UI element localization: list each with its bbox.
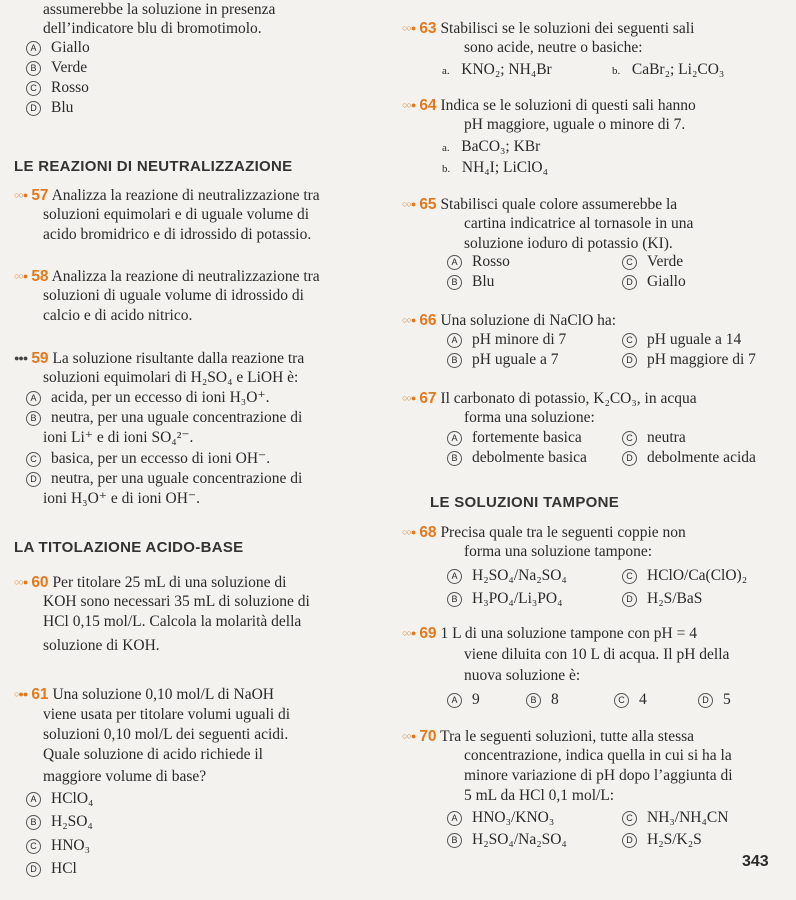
question-number: 61 [31,686,49,703]
option-letter-icon: A [447,811,462,826]
question-59: ●●● 59 La soluzione risultante dalla reazione tra [14,350,305,367]
option-letter-icon: B [26,411,41,426]
difficulty-dots-icon: ○●● [14,689,28,699]
answer-option[interactable]: C Verde [622,252,683,272]
option-letter-icon: A [447,333,462,348]
option-letter-icon: B [447,592,462,607]
answer-option[interactable]: D HCl [26,859,77,879]
answer-option[interactable]: D pH maggiore di 7 [622,350,756,370]
question-text: soluzione di KOH. [43,637,160,654]
option-letter-icon: D [26,472,41,487]
answer-option[interactable]: C pH uguale a 14 [622,330,741,350]
question-61: ○●● 61 Una soluzione 0,10 mol/L di NaOH [14,686,274,703]
question-text: 5 mL da HCl 0,1 mol/L: [464,787,615,804]
difficulty-dots-icon: ○○● [402,23,416,33]
answer-option[interactable]: C neutra [622,428,686,448]
question-70: ○○● 70 Tra le seguenti soluzioni, tutte alla stessa [402,728,695,745]
question-number: 58 [31,268,49,285]
option-text: ioni H₃O⁺ e di ioni OH⁻. [43,490,200,507]
answer-option[interactable]: B H₃PO₄/Li₃PO₄ [447,589,563,609]
answer-option[interactable]: A acida, per un eccesso di ioni H₃O⁺. [26,388,269,408]
option-letter-icon: C [614,693,629,708]
option-letter-icon: A [26,41,41,56]
question-text: sono acide, neutre o basiche: [464,39,643,56]
option-letter-icon: C [26,839,41,854]
question-68: ○○● 68 Precisa quale tra le seguenti coppie non [402,524,686,541]
question-text: nuova soluzione è: [464,667,581,684]
question-text: soluzioni equimolari e di uguale volume di [43,206,310,223]
answer-option[interactable]: A Giallo [26,38,90,58]
intro-line: dell’indicatore blu di bromotimolo. [43,20,262,37]
option-letter-icon: C [622,569,637,584]
question-57: ○○● 57 Analizza la reazione di neutralizzazione tra [14,187,320,204]
answer-option[interactable]: A HNO₃/KNO₃ [447,808,554,828]
option-letter-icon: A [447,693,462,708]
answer-option[interactable]: A fortemente basica [447,428,582,448]
difficulty-dots-icon: ●●● [14,353,28,363]
answer-option[interactable]: B 8 [526,690,559,710]
option-letter-icon: A [447,255,462,270]
answer-option[interactable]: D H₂S/K₂S [622,830,702,850]
answer-option[interactable]: B pH uguale a 7 [447,350,559,370]
question-64: ○○● 64 Indica se le soluzioni di questi sali hanno [402,97,696,114]
answer-option[interactable]: A Rosso [447,252,510,272]
question-number: 64 [419,97,437,114]
question-number: 66 [419,312,437,329]
difficulty-dots-icon: ○○● [402,100,416,110]
answer-option[interactable]: C basica, per un eccesso di ioni OH⁻. [26,449,270,469]
option-letter-icon: B [26,61,41,76]
answer-option[interactable]: C NH₃/NH₄CN [622,808,728,828]
option-letter-icon: C [622,431,637,446]
sub-item: b. NH₄I; LiClO₄ [442,159,549,176]
answer-option[interactable]: C 4 [614,690,647,710]
option-letter-icon: B [447,451,462,466]
question-text: viene usata per titolare volumi uguali di [43,706,291,723]
option-letter-icon: D [698,693,713,708]
difficulty-dots-icon: ○○● [14,190,28,200]
option-letter-icon: A [447,431,462,446]
question-66: ○○● 66 Una soluzione di NaClO ha: [402,312,617,329]
question-number: 67 [419,390,437,407]
answer-option[interactable]: A pH minore di 7 [447,330,566,350]
option-letter-icon: A [26,792,41,807]
difficulty-dots-icon: ○○● [402,628,416,638]
question-text: calcio e di acido nitrico. [43,307,193,324]
answer-option[interactable]: B H₂SO₄ [26,812,93,832]
option-letter-icon: B [447,275,462,290]
question-text: forma una soluzione tampone: [464,543,653,560]
question-text: KOH sono necessari 35 mL di soluzione di [43,593,310,610]
option-letter-icon: C [622,255,637,270]
question-text: minore variazione di pH dopo l’aggiunta di [464,767,733,784]
option-letter-icon: C [622,333,637,348]
sub-item: b. CaBr₂; Li₂CO₃ [612,61,725,78]
option-letter-icon: D [622,451,637,466]
answer-option[interactable]: C HClO/Ca(ClO)₂ [622,566,747,586]
answer-option[interactable]: D Giallo [622,272,686,292]
answer-option[interactable]: D neutra, per una uguale concentrazione di [26,469,302,489]
question-number: 68 [419,524,437,541]
question-number: 63 [419,20,437,37]
question-text: pH maggiore, uguale o minore di 7. [464,116,686,133]
option-letter-icon: C [26,81,41,96]
answer-option[interactable]: D 5 [698,690,731,710]
intro-line: assumerebbe la soluzione in presenza [43,1,276,18]
question-text: soluzione ioduro di potassio (KI). [464,235,673,252]
answer-option[interactable]: B Verde [26,58,87,78]
option-letter-icon: B [447,833,462,848]
answer-option[interactable]: C HNO₃ [26,836,90,856]
option-letter-icon: B [26,815,41,830]
answer-option[interactable]: B H₂SO₄/Na₂SO₄ [447,830,567,850]
answer-option[interactable]: A 9 [447,690,480,710]
difficulty-dots-icon: ○○● [402,731,416,741]
question-number: 57 [31,187,49,204]
question-69: ○○● 69 1 L di una soluzione tampone con pH = 4 [402,625,697,642]
option-letter-icon: D [622,592,637,607]
answer-option[interactable]: C Rosso [26,78,89,98]
answer-option[interactable]: B Blu [447,272,494,292]
section-heading: LE REAZIONI DI NEUTRALIZZAZIONE [14,158,293,175]
question-number: 59 [31,350,49,367]
difficulty-dots-icon: ○○● [14,271,28,281]
question-text: concentrazione, indica quella in cui si ha la [464,747,732,764]
question-text: forma una soluzione: [464,409,595,426]
difficulty-dots-icon: ○○● [402,393,416,403]
difficulty-dots-icon: ○○● [402,315,416,325]
difficulty-dots-icon: ○○● [402,199,416,209]
question-text: HCl 0,15 mol/L. Calcola la molarità della [43,613,302,630]
section-heading: LE SOLUZIONI TAMPONE [430,494,620,511]
option-letter-icon: D [26,862,41,877]
question-text: soluzioni equimolari di H₂SO₄ e LiOH è: [43,369,299,386]
option-letter-icon: D [622,833,637,848]
answer-option[interactable]: B debolmente basica [447,448,587,468]
option-letter-icon: C [622,811,637,826]
question-60: ○○● 60 Per titolare 25 mL di una soluzione di [14,574,287,591]
question-58: ○○● 58 Analizza la reazione di neutralizzazione tra [14,268,320,285]
question-text: soluzioni 0,10 mol/L dei seguenti acidi. [43,726,289,743]
question-number: 70 [419,728,437,745]
answer-option[interactable]: A H₂SO₄/Na₂SO₄ [447,566,567,586]
option-text: ioni Li⁺ e di ioni SO₄²⁻. [43,429,194,446]
difficulty-dots-icon: ○○● [14,577,28,587]
question-text: cartina indicatrice al tornasole in una [464,215,694,232]
answer-option[interactable]: B neutra, per una uguale concentrazione di [26,408,302,428]
question-text: viene diluita con 10 L di acqua. Il pH della [464,646,730,663]
option-letter-icon: A [447,569,462,584]
answer-option[interactable]: D debolmente acida [622,448,756,468]
question-number: 60 [31,574,49,591]
option-letter-icon: D [622,353,637,368]
difficulty-dots-icon: ○○● [402,527,416,537]
question-65: ○○● 65 Stabilisci quale colore assumerebbe la [402,196,678,213]
question-text: Quale soluzione di acido richiede il [43,746,263,763]
question-text: maggiore volume di base? [43,768,207,785]
section-heading: LA TITOLAZIONE ACIDO-BASE [14,539,244,556]
question-text: soluzioni di uguale volume di idrossido di [43,287,304,304]
option-letter-icon: B [447,353,462,368]
option-letter-icon: D [622,275,637,290]
answer-option[interactable]: D Blu [26,98,73,118]
question-number: 65 [419,196,437,213]
question-67: ○○● 67 Il carbonato di potassio, K₂CO₃, in acqua [402,390,697,407]
option-letter-icon: D [26,101,41,116]
page-number: 343 [742,853,769,870]
sub-item: a. KNO₂; NH₄Br [442,61,552,78]
answer-option[interactable]: A HClO₄ [26,789,93,809]
answer-option[interactable]: D H₂S/BaS [622,589,702,609]
question-number: 69 [419,625,437,642]
option-letter-icon: B [526,693,541,708]
question-text: acido bromidrico e di idrossido di potassio. [43,226,312,243]
question-63: ○○● 63 Stabilisci se le soluzioni dei seguenti sali [402,20,695,37]
option-letter-icon: A [26,391,41,406]
sub-item: a. BaCO₃; KBr [442,138,541,155]
option-letter-icon: C [26,452,41,467]
